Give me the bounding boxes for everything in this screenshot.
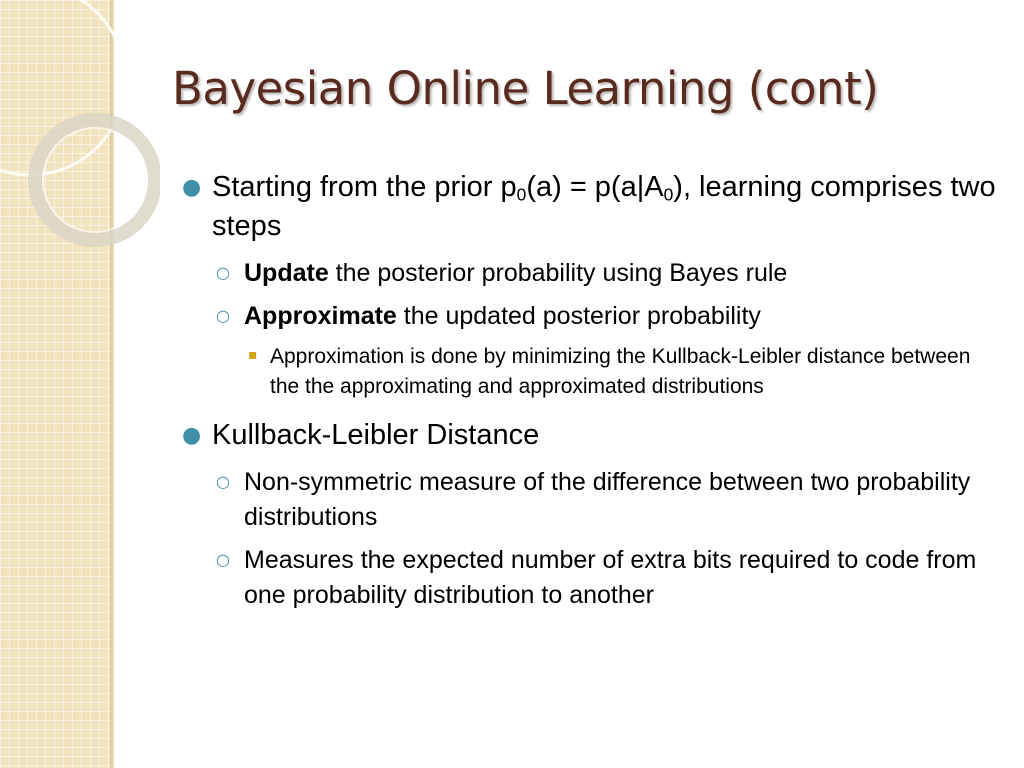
prior-subscript-1: 0 — [516, 184, 527, 205]
sub-bullet-non-symmetric — [214, 465, 1002, 535]
hollow-circle-bullet-icon: ○ — [216, 472, 230, 491]
measures-text: Measures the expected number of extra bits required to code from one probability distribution to another — [244, 546, 977, 609]
hollow-circle-bullet-icon: ○ — [216, 550, 230, 569]
approximate-bold-text: Approximate — [244, 302, 397, 330]
bullet-dot-icon: ● — [182, 175, 202, 200]
bullet-list — [182, 168, 1002, 621]
update-rest-text: the posterior probability using Bayes rule — [328, 259, 788, 287]
small-square-bullet-icon: ▪ — [248, 347, 258, 363]
bullet-item-prior — [182, 168, 1002, 246]
prior-text-part3: ), learning comprises two steps — [212, 171, 996, 242]
kl-distance-text: Kullback-Leibler Distance — [212, 419, 540, 451]
deco-circle-ring-inner — [43, 128, 147, 232]
hollow-circle-bullet-icon: ○ — [216, 306, 230, 325]
subsub-bullet-kl-approximation — [244, 342, 1002, 402]
prior-text-part1: Starting from the prior p — [212, 171, 517, 203]
sub-bullet-measures — [214, 543, 1002, 613]
kl-approximation-text: Approximation is done by minimizing the Kullback-Leibler distance between the the approximating and approximated distributions — [270, 345, 971, 398]
deco-circle-large — [0, 0, 125, 175]
hollow-circle-bullet-icon: ○ — [216, 263, 230, 282]
approximate-rest-text: the updated posterior probability — [396, 302, 761, 330]
bullet-item-kl-distance — [182, 416, 1002, 455]
sub-bullet-update — [214, 256, 1002, 291]
prior-text-part2: (a) = p(a|A — [526, 171, 664, 203]
non-symmetric-text: Non-symmetric measure of the difference between two probability distributions — [244, 468, 971, 531]
deco-circle-ring — [35, 120, 155, 240]
prior-subscript-2: 0 — [663, 184, 674, 205]
decorative-circles — [0, 0, 160, 260]
update-bold-text: Update — [244, 259, 329, 287]
slide-title: Bayesian Online Learning (cont) — [172, 62, 879, 115]
sub-bullet-approximate — [214, 299, 1002, 334]
bullet-dot-icon: ● — [182, 423, 202, 448]
